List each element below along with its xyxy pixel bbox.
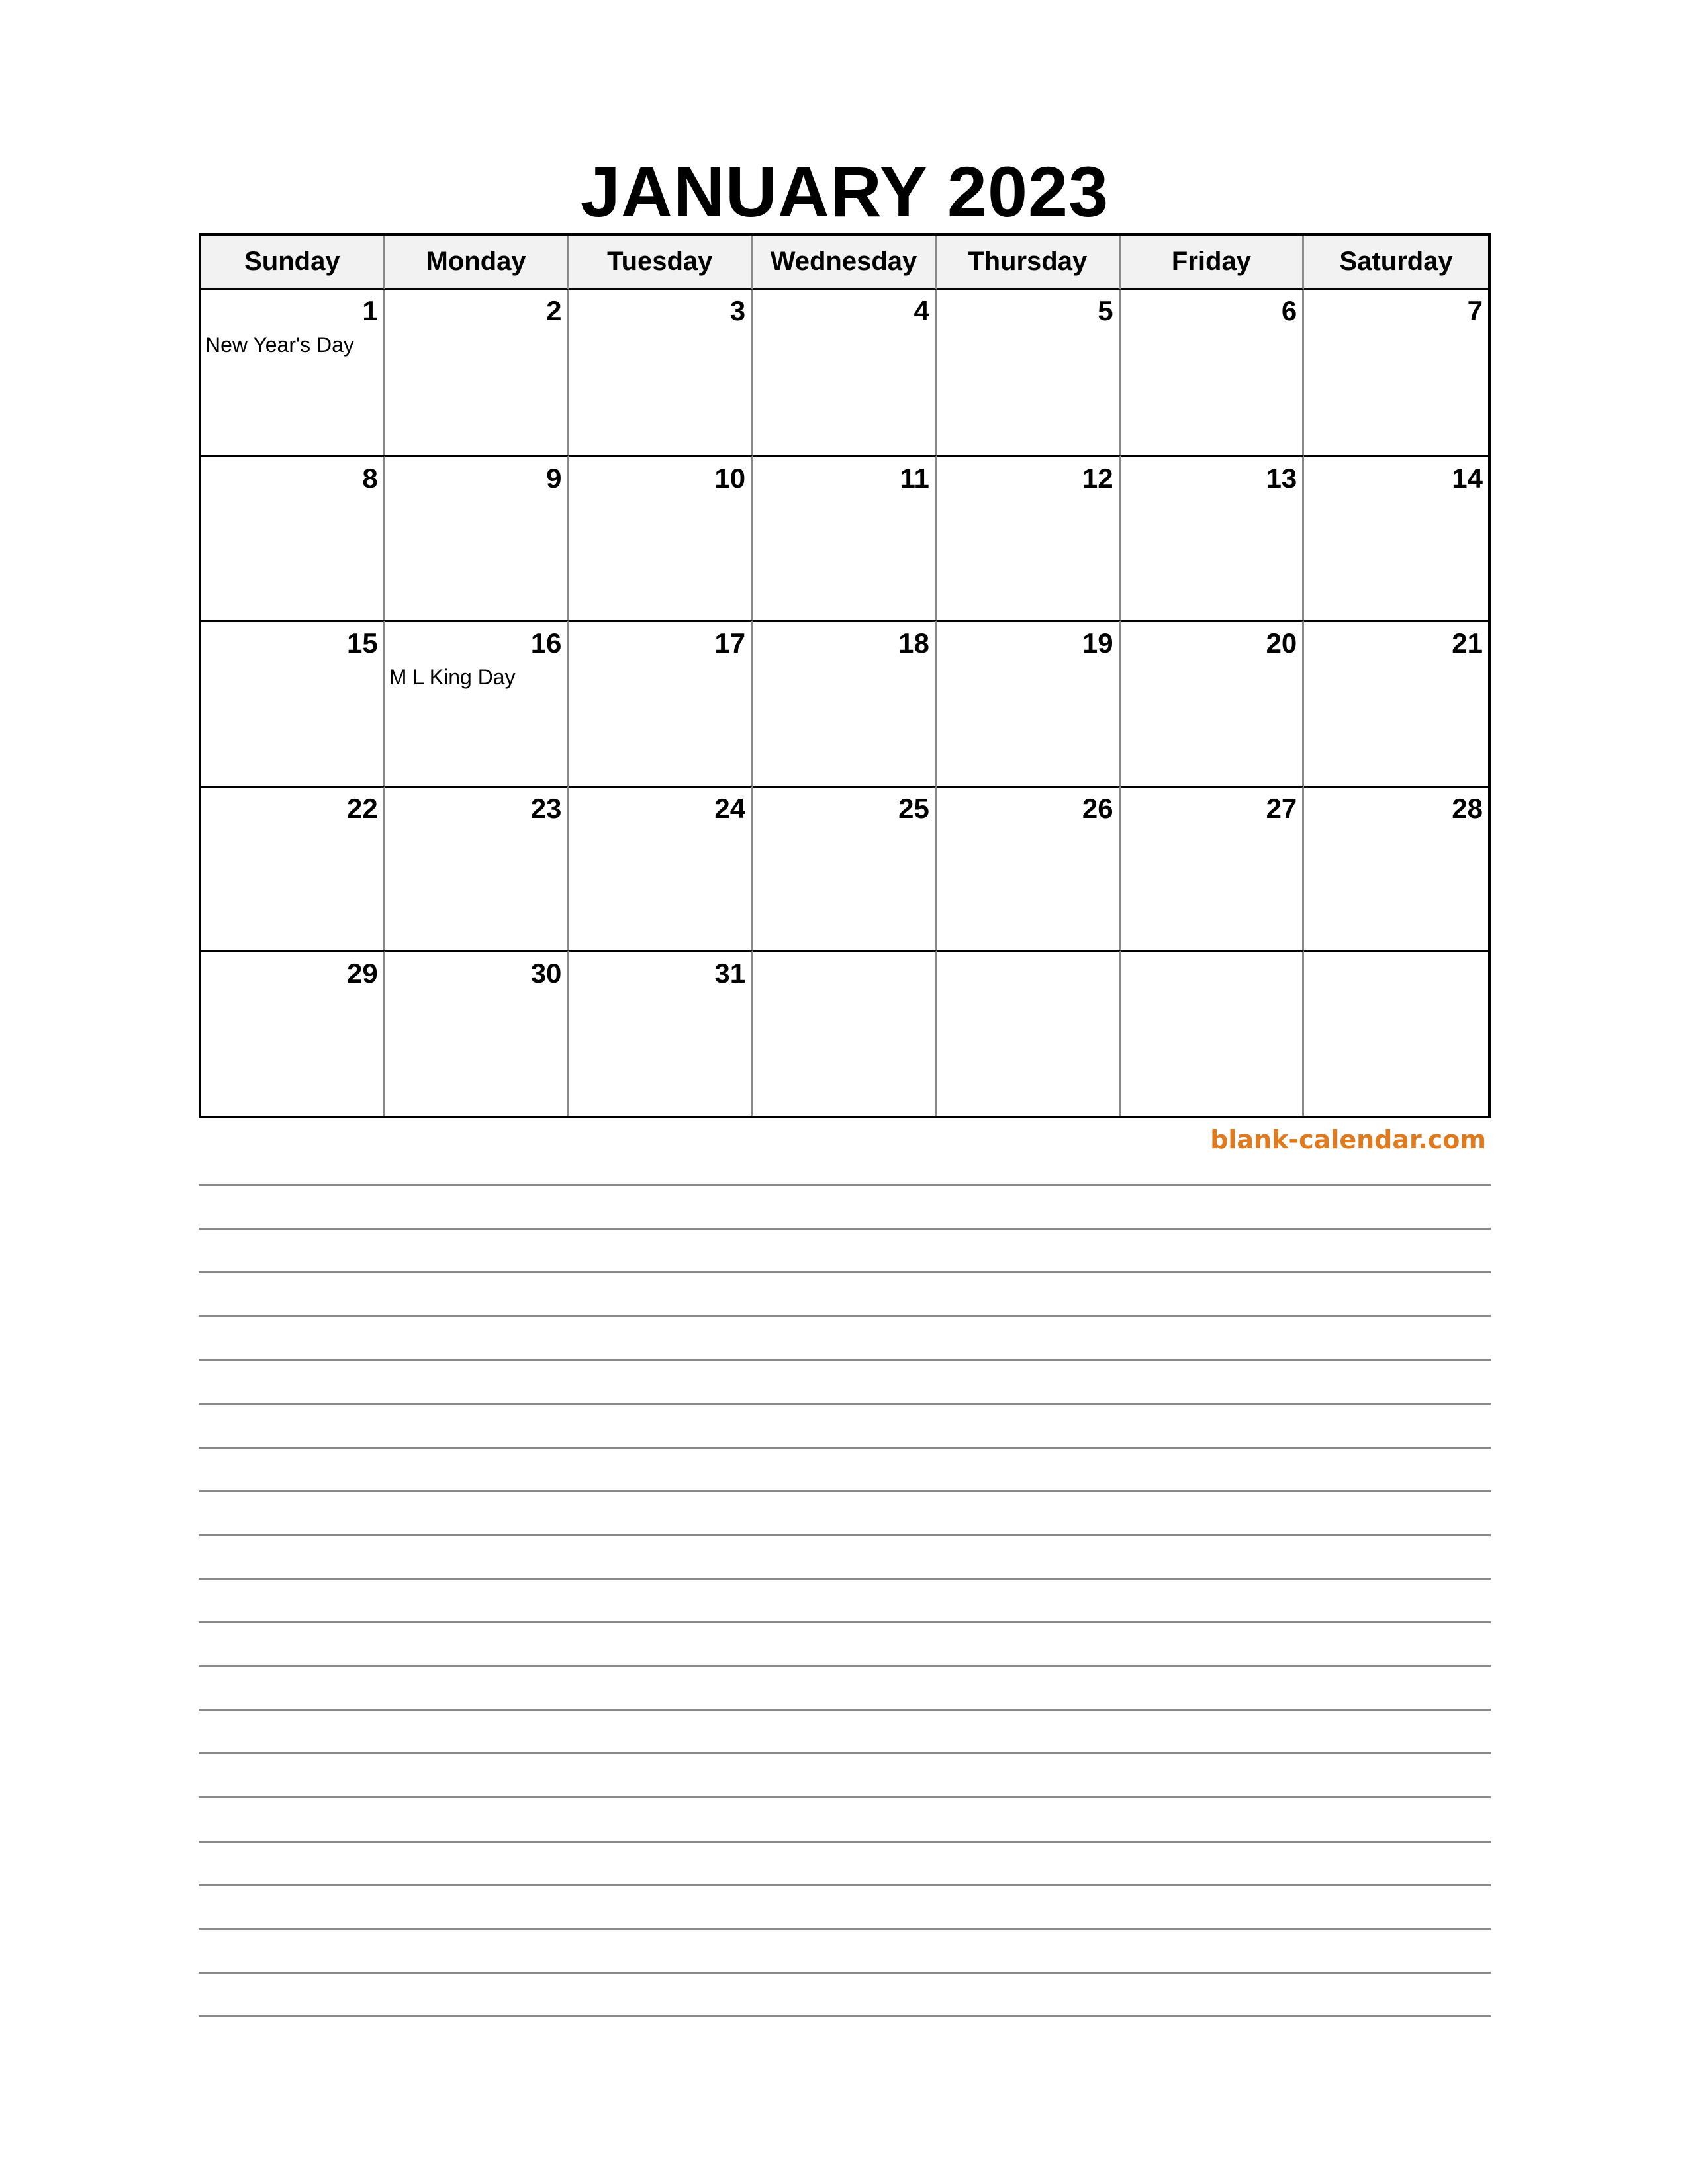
day-cell[interactable] xyxy=(753,455,937,621)
day-cell[interactable] xyxy=(385,290,569,455)
note-line xyxy=(199,1972,1491,1974)
day-number: 25 xyxy=(898,792,929,824)
weekday-header-wednesday: Wednesday xyxy=(753,236,937,290)
day-cell[interactable] xyxy=(753,620,937,786)
note-line xyxy=(199,1315,1491,1317)
day-number: 7 xyxy=(1467,295,1483,326)
day-cell[interactable] xyxy=(385,620,569,786)
day-number: 12 xyxy=(1082,462,1113,494)
note-line xyxy=(199,1665,1491,1667)
day-cell[interactable] xyxy=(1121,455,1305,621)
day-number: 31 xyxy=(714,958,746,989)
note-line xyxy=(199,1184,1491,1186)
day-cell[interactable] xyxy=(569,290,753,455)
holiday-label: New Year's Day xyxy=(205,333,354,357)
day-cell[interactable] xyxy=(385,950,569,1116)
day-number: 3 xyxy=(729,295,746,326)
day-cell[interactable] xyxy=(937,620,1121,786)
day-number: 19 xyxy=(1082,627,1113,659)
day-cell[interactable] xyxy=(201,290,385,455)
day-cell[interactable] xyxy=(753,290,937,455)
day-cell[interactable] xyxy=(1304,620,1488,786)
watermark[interactable]: blank-calendar.com xyxy=(1210,1125,1486,1154)
day-number: 29 xyxy=(346,958,378,989)
weekday-header-sunday: Sunday xyxy=(201,236,385,290)
note-line xyxy=(199,1534,1491,1536)
note-line xyxy=(199,1752,1491,1754)
day-cell[interactable] xyxy=(385,786,569,951)
day-number: 1 xyxy=(362,295,378,326)
day-cell[interactable] xyxy=(753,786,937,951)
day-number: 4 xyxy=(914,295,929,326)
weekday-header-saturday: Saturday xyxy=(1304,236,1488,290)
day-cell[interactable] xyxy=(937,290,1121,455)
calendar-grid xyxy=(199,233,1491,1118)
day-cell[interactable] xyxy=(201,786,385,951)
note-line xyxy=(199,1490,1491,1492)
day-number: 17 xyxy=(714,627,746,659)
weekday-header-friday: Friday xyxy=(1121,236,1305,290)
day-number: 28 xyxy=(1452,792,1483,824)
day-number: 5 xyxy=(1098,295,1113,326)
day-cell[interactable] xyxy=(1304,950,1488,1116)
note-line xyxy=(199,1447,1491,1449)
note-line xyxy=(199,1228,1491,1230)
day-number: 9 xyxy=(546,462,562,494)
weekday-header-tuesday: Tuesday xyxy=(569,236,753,290)
day-number: 8 xyxy=(362,462,378,494)
day-number: 20 xyxy=(1266,627,1297,659)
day-number: 14 xyxy=(1452,462,1483,494)
day-cell[interactable] xyxy=(201,620,385,786)
note-line xyxy=(199,1841,1491,1843)
note-line xyxy=(199,1884,1491,1886)
day-cell[interactable] xyxy=(201,455,385,621)
day-cell[interactable] xyxy=(201,950,385,1116)
day-cell[interactable] xyxy=(569,786,753,951)
day-cell[interactable] xyxy=(569,455,753,621)
day-cell[interactable] xyxy=(1121,786,1305,951)
day-number: 15 xyxy=(346,627,378,659)
day-cell[interactable] xyxy=(1121,290,1305,455)
day-cell[interactable] xyxy=(937,950,1121,1116)
day-number: 27 xyxy=(1266,792,1297,824)
weekday-header-monday: Monday xyxy=(385,236,569,290)
day-cell[interactable] xyxy=(1121,620,1305,786)
note-line xyxy=(199,1403,1491,1405)
day-cell[interactable] xyxy=(569,620,753,786)
day-number: 21 xyxy=(1452,627,1483,659)
day-cell[interactable] xyxy=(1304,455,1488,621)
note-line xyxy=(199,2015,1491,2017)
weekday-header-thursday: Thursday xyxy=(937,236,1121,290)
note-line xyxy=(199,1796,1491,1798)
note-line xyxy=(199,1709,1491,1711)
note-line xyxy=(199,1928,1491,1930)
day-number: 13 xyxy=(1266,462,1297,494)
day-cell[interactable] xyxy=(753,950,937,1116)
day-cell[interactable] xyxy=(569,950,753,1116)
day-number: 23 xyxy=(530,792,562,824)
note-line xyxy=(199,1271,1491,1273)
day-cell[interactable] xyxy=(1121,950,1305,1116)
day-number: 26 xyxy=(1082,792,1113,824)
day-number: 10 xyxy=(714,462,746,494)
day-number: 24 xyxy=(714,792,746,824)
note-line xyxy=(199,1621,1491,1623)
day-number: 2 xyxy=(546,295,562,326)
day-number: 22 xyxy=(346,792,378,824)
day-cell[interactable] xyxy=(1304,290,1488,455)
page-title: JANUARY 2023 xyxy=(580,152,1109,232)
day-number: 30 xyxy=(530,958,562,989)
day-cell[interactable] xyxy=(937,455,1121,621)
note-line xyxy=(199,1578,1491,1580)
holiday-label: M L King Day xyxy=(389,665,516,690)
note-line xyxy=(199,1359,1491,1361)
day-cell[interactable] xyxy=(385,455,569,621)
day-cell[interactable] xyxy=(937,786,1121,951)
day-cell[interactable] xyxy=(1304,786,1488,951)
day-number: 16 xyxy=(530,627,562,659)
day-number: 6 xyxy=(1281,295,1297,326)
day-number: 11 xyxy=(900,462,929,494)
day-number: 18 xyxy=(898,627,929,659)
